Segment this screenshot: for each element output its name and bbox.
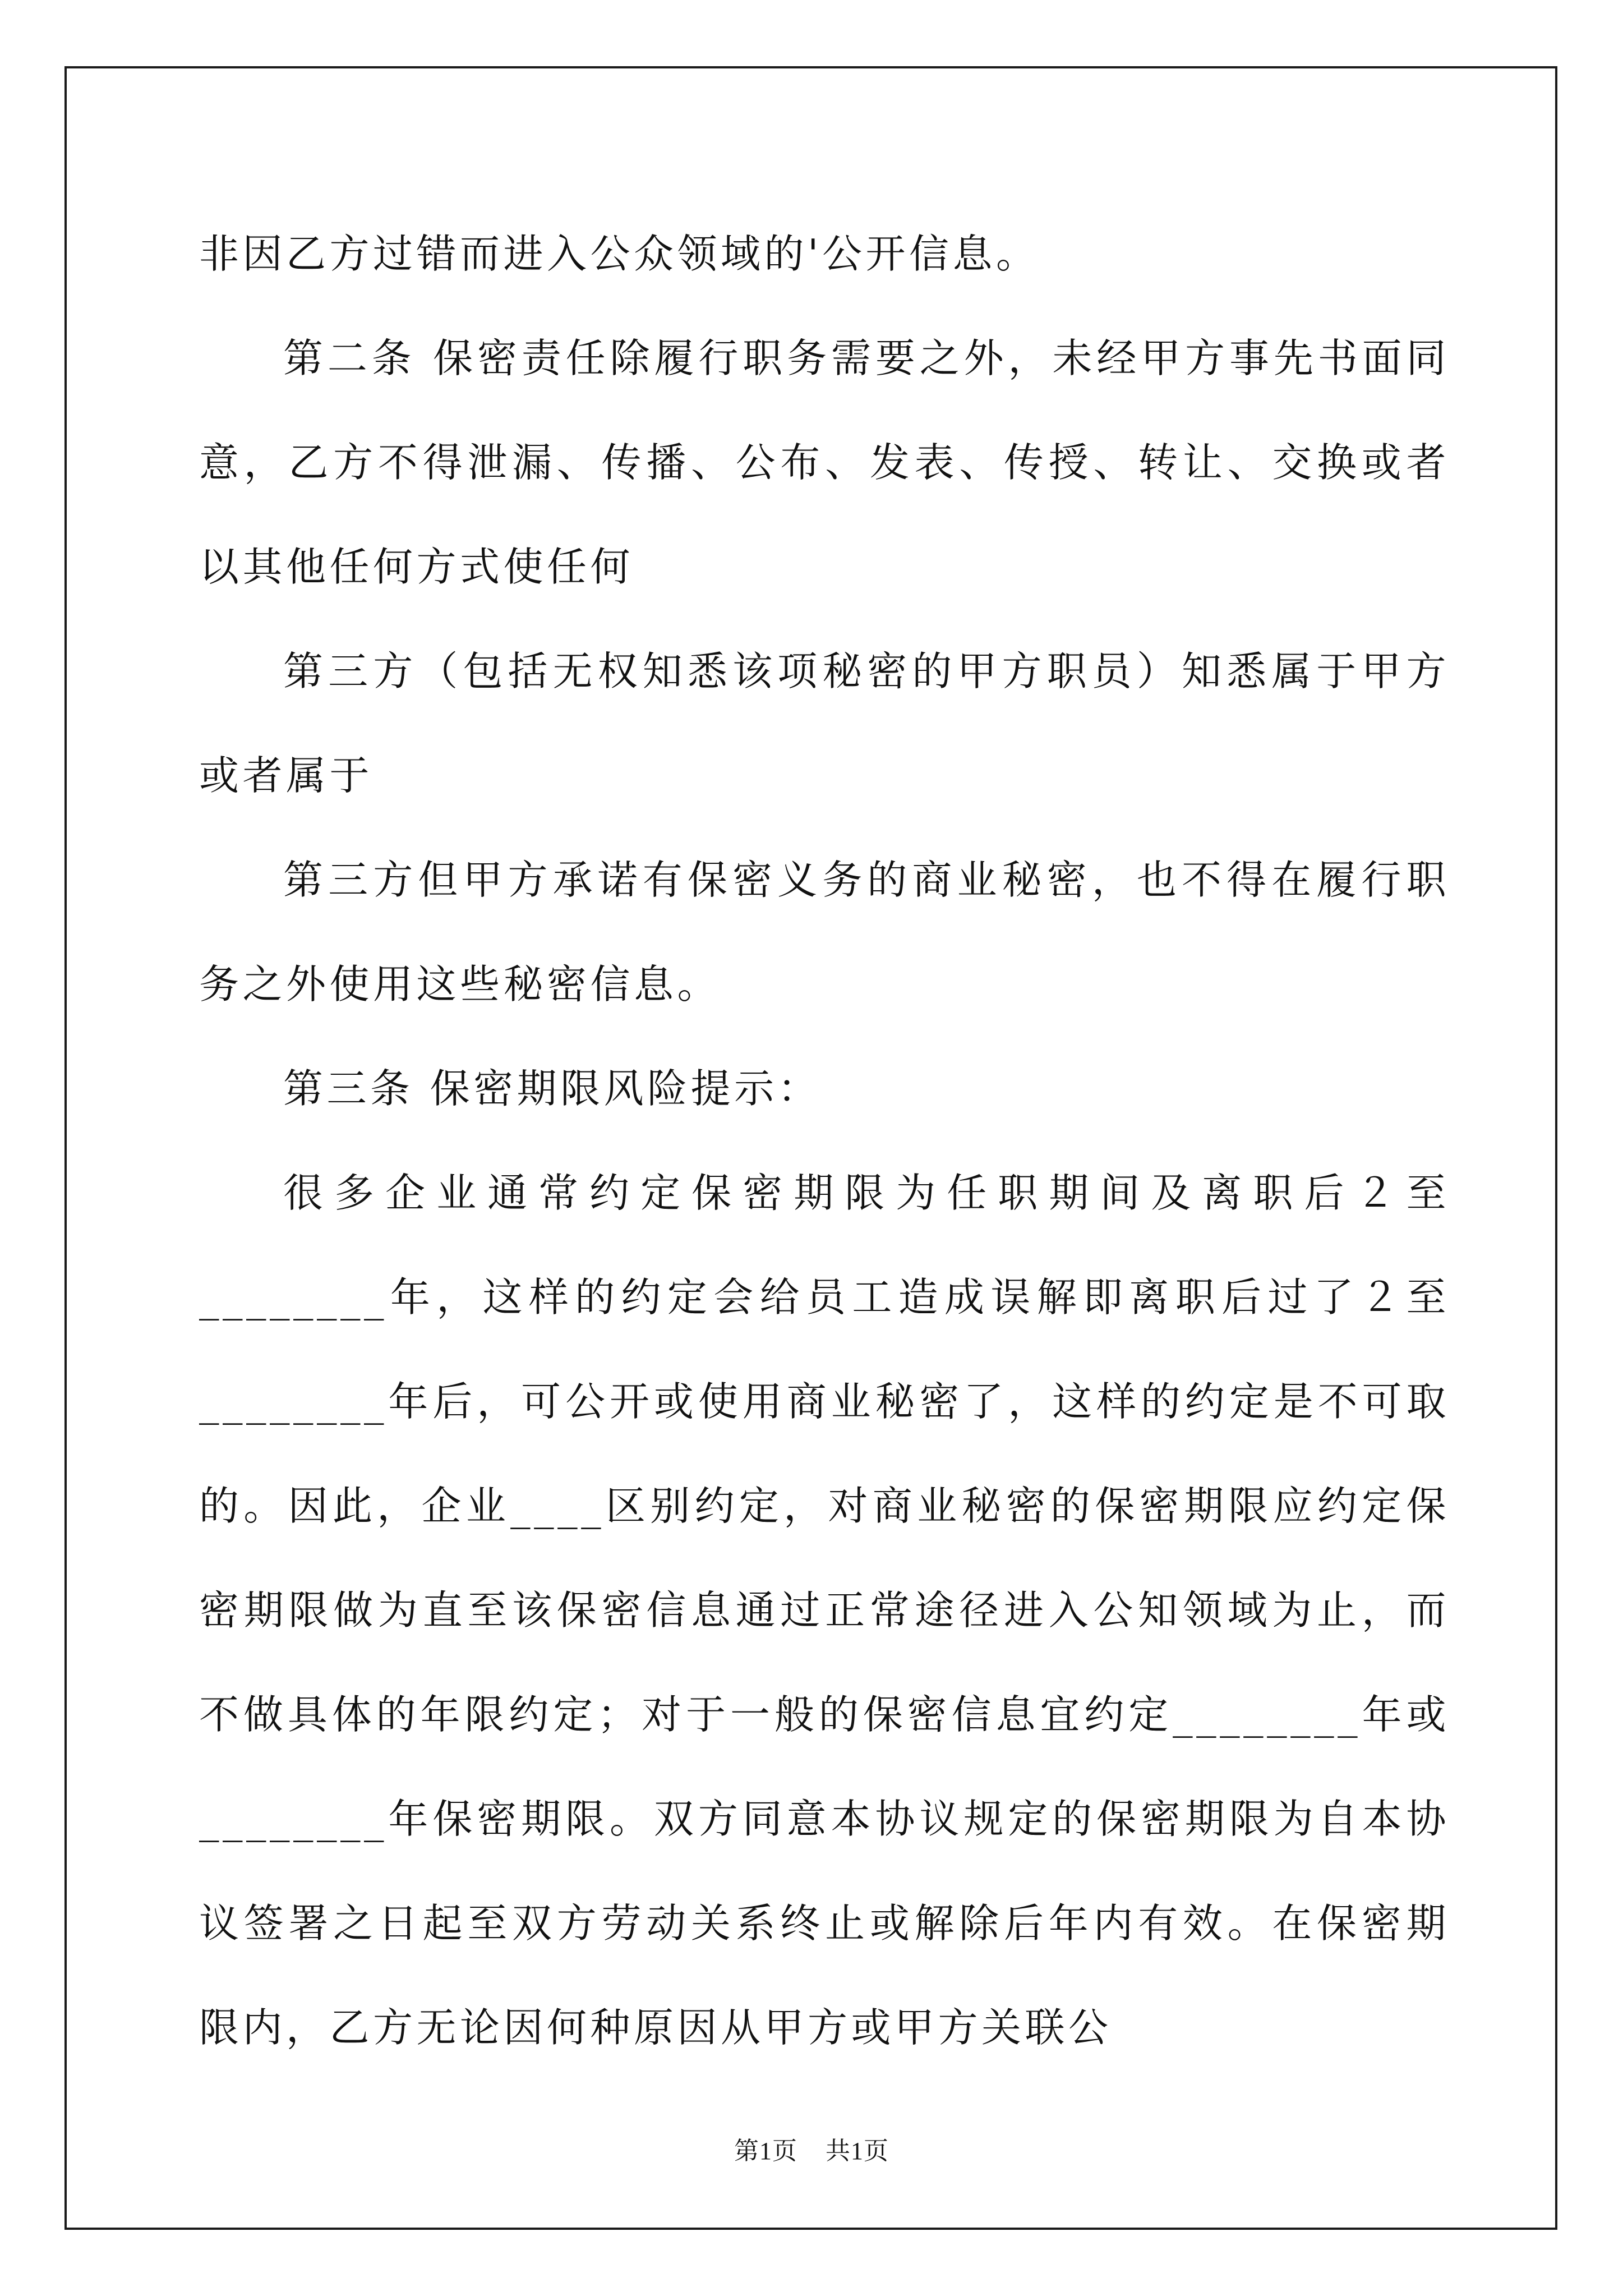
- paragraph-1: 非因乙方过错而进入公众领域的'公开信息。: [199, 231, 1040, 277]
- paragraph-6: 很多企业通常约定保密期限为任职期间及离职后２至________年，这样的约定会给员工造成误解即离职后过了２至________年后，可公开或使用商业秘密了，这样的约定是不可取的。因此，企业____区别约定，对商业秘密的保密期限应约定保密期限做为直至该保密信息通过正常途径进入公知领域为止，而不做具体的年限约定；对于一般的保密信息宜约定________年或________年保密期限。双方同意本协议规定的保密期限为自本协议签署之日起至双方劳动关系终止或解除后年内有效。在保密期限内，乙方无论因何种原因从甲方或甲方关联公: [199, 1170, 1450, 2051]
- page-footer: [0, 2131, 1623, 2166]
- page-number-current: 第1页: [734, 2137, 797, 2165]
- paragraph-4: 第三方但甲方承诺有保密义务的商业秘密，也不得在履行职务之外使用这些秘密信息。: [199, 857, 1450, 1007]
- paragraph-3: 第三方（包括无权知悉该项秘密的甲方职员）知悉属于甲方或者属于: [199, 648, 1450, 799]
- page-number-total: 共1页: [826, 2137, 889, 2165]
- paragraph-5: 第三条 保密期限风险提示：: [283, 1065, 822, 1112]
- paragraph-2: 第二条 保密责任除履行职务需要之外，未经甲方事先书面同意，乙方不得泄漏、传播、公布、发表、传授、转让、交换或者以其他任何方式使任何: [199, 335, 1450, 590]
- document-body: [199, 202, 1450, 2080]
